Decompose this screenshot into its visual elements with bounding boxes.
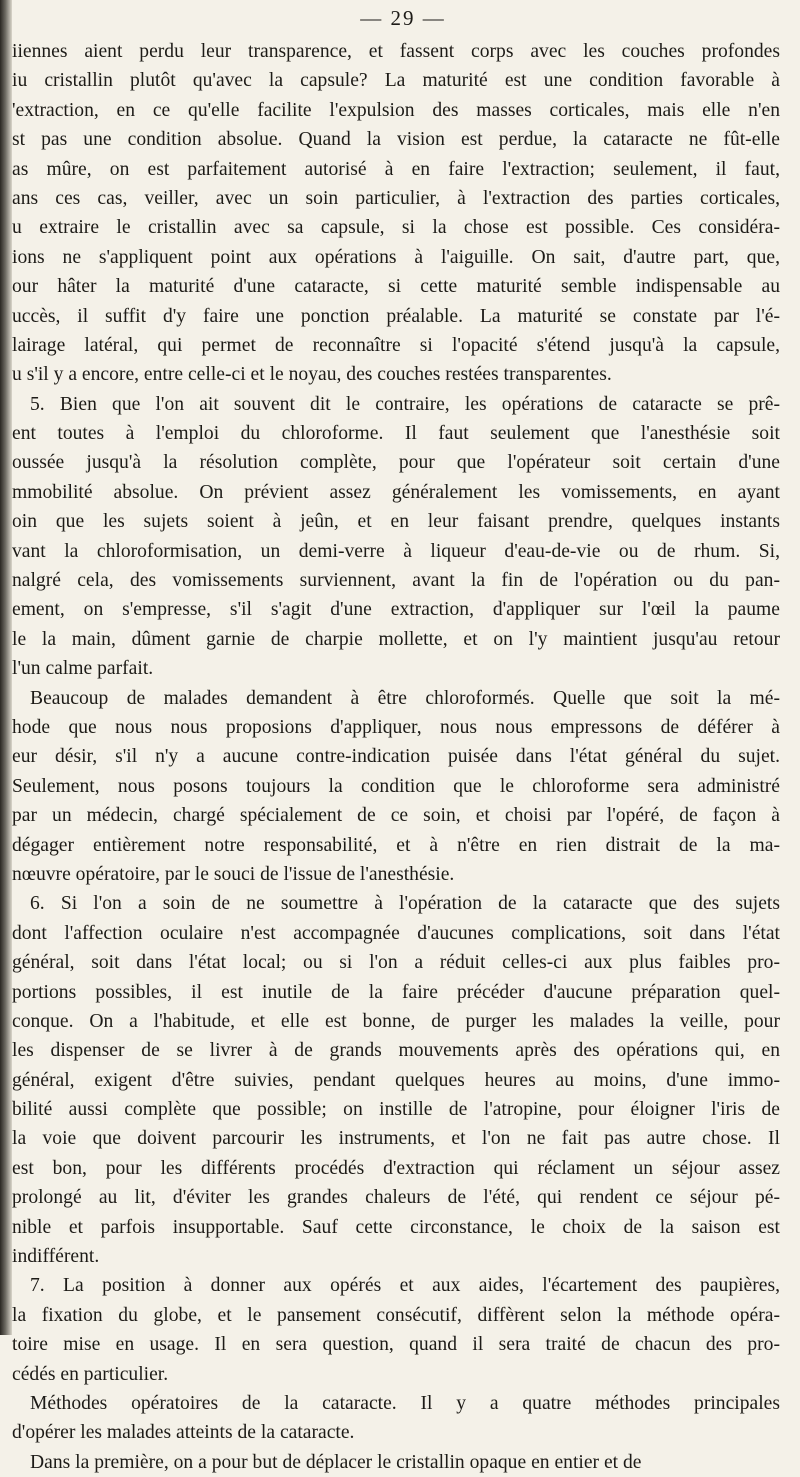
text-line: cédés en particulier.	[12, 1363, 169, 1385]
text-line: lairage latéral, qui permet de reconnaître si l'opacité s'étend jusqu'à la capsule,	[12, 334, 780, 356]
text-line: ement, on s'empresse, s'il s'agit d'une extraction, d'appliquer sur l'œil la paume	[12, 599, 780, 621]
text-line: est bon, pour les différents procédés d'extraction qui réclament un séjour assez	[12, 1157, 780, 1179]
text-line: le la main, dûment garnie de charpie mollette, et on l'y maintient jusqu'au retour	[12, 628, 780, 650]
text-line: conque. On a l'habitude, et elle est bonne, de purger les malades la veille, pour	[12, 1010, 780, 1032]
text-line: u extraire le cristallin avec sa capsule, si la chose est possible. Ces considéra-	[12, 217, 780, 239]
text-line: oin que les sujets soient à jeûn, et en leur faisant prendre, quelques instants	[12, 511, 780, 533]
text-line: nœuvre opératoire, par le souci de l'issue de l'anesthésie.	[12, 863, 455, 885]
text-line: Seulement, nous posons toujours la condition que le chloroforme sera administré	[12, 775, 780, 797]
text-line: indifférent.	[12, 1246, 100, 1268]
text-line: dont l'affection oculaire n'est accompagnée d'aucunes complications, soit dans l'état	[12, 922, 780, 944]
text-line: Dans la première, on a pour but de déplacer le cristallin opaque en entier et de	[30, 1451, 642, 1473]
text-line: hode que nous nous proposions d'appliquer, nous nous empressons de déférer à	[12, 716, 780, 738]
text-line: nalgré cela, des vomissements surviennent, avant la fin de l'opération ou du pan-	[12, 570, 780, 592]
text-line: vant la chloroformisation, un demi-verre à liqueur d'eau-de-vie ou de rhum. Si,	[12, 540, 780, 562]
text-line: st pas une condition absolue. Quand la vision est perdue, la cataracte ne fût-elle	[12, 129, 780, 151]
text-line: iiennes aient perdu leur transparence, et fassent corps avec les couches profondes	[12, 41, 780, 62]
book-page	[6, 0, 800, 1473]
text-line: u s'il y a encore, entre celle-ci et le noyau, des couches restées transparentes.	[12, 364, 612, 386]
text-line: les dispenser de se livrer à de grands mouvements après des opérations qui, en	[12, 1040, 780, 1062]
text-line: dégager entièrement notre responsabilité, et à n'être en rien distrait de la ma-	[12, 834, 780, 856]
text-line: 'extraction, en ce qu'elle facilite l'expulsion des masses corticales, mais elle n'en	[12, 99, 780, 121]
text-line: eur désir, s'il n'y a aucune contre-indication puisée dans l'état général du sujet.	[12, 746, 780, 768]
text-line: toire mise en usage. Il en sera question, quand il sera traité de chacun des pro-	[12, 1334, 780, 1356]
text-line: as mûre, on est parfaitement autorisé à en faire l'extraction; seulement, il faut,	[12, 158, 780, 180]
text-line: bilité aussi complète que possible; on instille de l'atropine, pour éloigner l'iris de	[12, 1099, 780, 1121]
text-line: nible et parfois insupportable. Sauf cette circonstance, le choix de la saison est	[12, 1216, 780, 1238]
text-line: 6. Si l'on a soin de ne soumettre à l'opération de la cataracte que des sujets	[30, 893, 780, 915]
text-line: ent toutes à l'emploi du chloroforme. Il faut seulement que l'anesthésie soit	[12, 423, 780, 445]
text-line: la voie que doivent parcourir les instruments, et l'on ne fait pas autre chose. Il	[12, 1128, 780, 1150]
text-line: mmobilité absolue. On prévient assez généralement les vomissements, en ayant	[12, 481, 780, 503]
text-line: portions possibles, il est inutile de la faire précéder d'aucune préparation quel-	[12, 981, 780, 1003]
text-line: Méthodes opératoires de la cataracte. Il y a quatre méthodes principales	[30, 1392, 780, 1414]
text-line: général, soit dans l'état local; ou si l'on a réduit celles-ci aux plus faibles pro-	[12, 952, 780, 974]
text-line: prolongé au lit, d'éviter les grandes chaleurs de l'été, qui rendent ce séjour pé-	[12, 1187, 780, 1209]
text-line: l'un calme parfait.	[12, 658, 154, 680]
page-number: — 29 —	[360, 6, 446, 30]
text-line: uccès, il suffit d'y faire une ponction préalable. La maturité se constate par l'é-	[12, 305, 780, 327]
text-line: iu cristallin plutôt qu'avec la capsule? La maturité est une condition favorable à	[12, 70, 780, 92]
text-line: général, exigent d'être suivies, pendant quelques heures au moins, d'une immo-	[12, 1069, 780, 1091]
text-line: Beaucoup de malades demandent à être chloroformés. Quelle que soit la mé-	[30, 687, 780, 709]
text-line: oussée jusqu'à la résolution complète, pour que l'opérateur soit certain d'une	[12, 452, 780, 474]
body-text	[12, 37, 780, 1477]
text-line: our hâter la maturité d'une cataracte, si cette maturité semble indispensable au	[12, 276, 780, 298]
text-line: 7. La position à donner aux opérés et aux aides, l'écartement des paupières,	[30, 1275, 780, 1297]
text-line: 5. Bien que l'on ait souvent dit le contraire, les opérations de cataracte se prê-	[30, 393, 780, 415]
text-line: ions ne s'appliquent point aux opérations à l'aiguille. On sait, d'autre part, que,	[12, 246, 780, 268]
text-line: d'opérer les malades atteints de la cataracte.	[12, 1422, 355, 1444]
text-line: par un médecin, chargé spécialement de ce soin, et choisi par l'opéré, de façon à	[12, 805, 780, 827]
text-line: ans ces cas, veiller, avec un soin particulier, à l'extraction des parties corticales,	[12, 187, 780, 209]
text-line: la fixation du globe, et le pansement consécutif, diffèrent selon la méthode opéra-	[12, 1304, 780, 1326]
